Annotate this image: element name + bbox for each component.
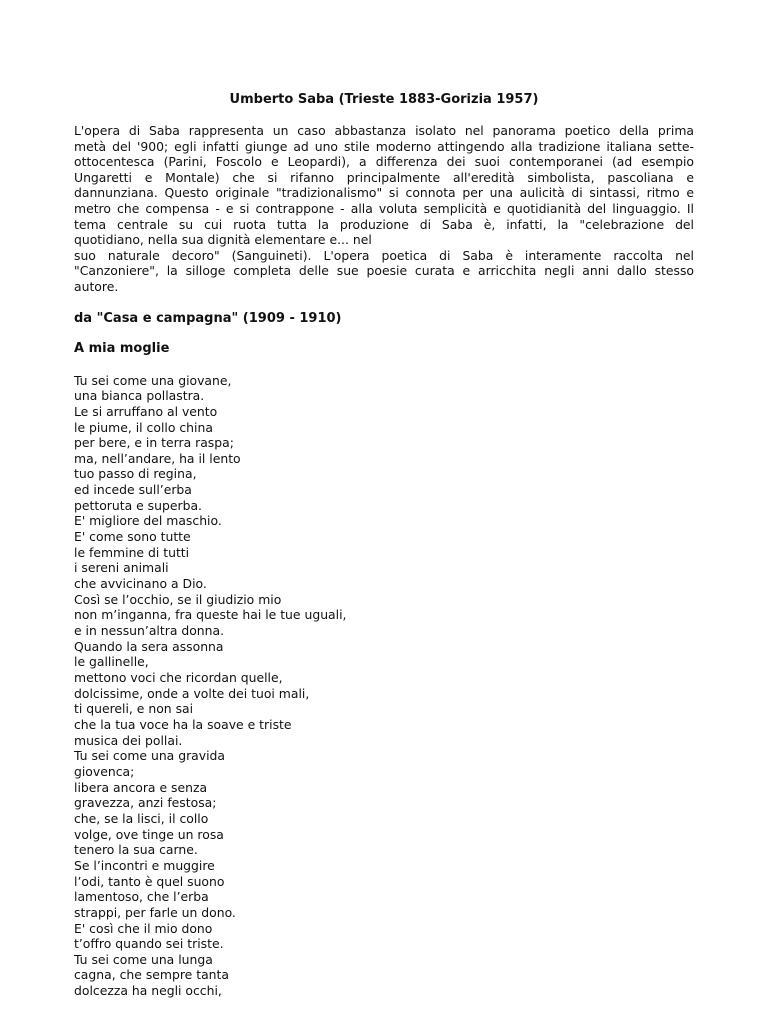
intro-line: metro che compensa - e si contrappone - alla voluta semplicità e quotidianità del linguaggio. Il: [74, 200, 694, 216]
poem-line: ma, nell’andare, ha il lento: [74, 450, 241, 466]
poem-line: i sereni animali: [74, 560, 169, 576]
poem-line: giovenca;: [74, 763, 135, 779]
poem-line: le gallinelle,: [74, 654, 149, 670]
poem-line: libera ancora e senza: [74, 779, 208, 795]
poem-line: dolcissime, onde a volte dei tuoi mali,: [74, 685, 310, 701]
poem-line: pettoruta e superba.: [74, 497, 202, 513]
intro-line: quotidiano, nella sua dignità elementare e... nel: [74, 232, 372, 248]
poem-line: Tu sei come una gravida: [74, 748, 225, 764]
poem-line: per bere, e in terra raspa;: [74, 435, 234, 451]
poem-line: ed incede sull’erba: [74, 482, 192, 498]
poem-line: ti quereli, e non sai: [74, 701, 194, 717]
intro-line: ottocentesca (Parini, Foscolo e Leopardi), a differenza dei suoi contemporanei (ad esempio: [74, 154, 694, 170]
poem-line: Le si arruffano al vento: [74, 403, 218, 419]
poem-line: le piume, il collo china: [74, 419, 213, 435]
intro-line: Ungaretti e Montale) che si rifanno principalmente all'eredità simbolista, pascoliana e: [74, 169, 694, 185]
poem-line: E' migliore del maschio.: [74, 513, 222, 529]
poem-line: Tu sei come una lunga: [74, 951, 213, 967]
poem-line: Quando la sera assonna: [74, 638, 224, 654]
poem-line: l’odi, tanto è quel suono: [74, 873, 225, 889]
poem-line: gravezza, anzi festosa;: [74, 795, 217, 811]
poem-line: Così se l’occhio, se il giudizio mio: [74, 591, 282, 607]
section-heading: da "Casa e campagna" (1909 - 1910): [74, 310, 342, 326]
poem-line: le femmine di tutti: [74, 544, 190, 560]
poem-line: una bianca pollastra.: [74, 388, 205, 404]
poem-line: Tu sei come una giovane,: [74, 372, 232, 388]
document-page: [74, 92, 694, 999]
poem-line: lamentoso, che l’erba: [74, 889, 209, 905]
intro-line: autore.: [74, 278, 119, 294]
poem-line: tuo passo di regina,: [74, 466, 197, 482]
poem-title: A mia moglie: [74, 340, 170, 356]
poem-line: E' come sono tutte: [74, 529, 191, 545]
intro-line: tema centrale su cui ruota tutta la produzione di Saba è, infatti, la "celebrazione del: [74, 216, 694, 232]
poem-line: tenero la sua carne.: [74, 842, 198, 858]
document-title: Umberto Saba (Trieste 1883-Gorizia 1957): [229, 92, 539, 107]
poem-line: cagna, che sempre tanta: [74, 967, 229, 983]
poem-line: che, se la lisci, il collo: [74, 810, 209, 826]
poem-line: che avvicinano a Dio.: [74, 576, 207, 592]
intro-line: dannunziana. Questo originale "tradizionalismo" si connota per una aulicità di sintassi, ritmo e: [74, 185, 694, 201]
poem-line: E' così che il mio dono: [74, 920, 213, 936]
poem-line: che la tua voce ha la soave e triste: [74, 716, 292, 732]
intro-line: suo naturale decoro" (Sanguineti). L'opera poetica di Saba è interamente raccolta nel: [74, 247, 694, 263]
poem-line: e in nessun’altra donna.: [74, 623, 225, 639]
intro-line: L'opera di Saba rappresenta un caso abbastanza isolato nel panorama poetico della prima: [74, 123, 694, 138]
poem-line: strappi, per farle un dono.: [74, 904, 236, 920]
intro-line: "Canzoniere", la silloge completa delle sue poesie curata e arricchita negli anni dallo stesso: [74, 263, 694, 279]
poem-line: volge, ove tinge un rosa: [74, 826, 224, 842]
poem-line: t’offro quando sei triste.: [74, 936, 224, 952]
poem-line: dolcezza ha negli occhi,: [74, 983, 222, 999]
intro-line: metà del '900; egli infatti giunge ad uno stile moderno attingendo alla tradizione italiana sette-: [74, 138, 694, 154]
poem-line: mettono voci che ricordan quelle,: [74, 670, 283, 685]
poem-line: Se l’incontri e muggire: [74, 857, 215, 873]
poem-line: musica dei pollai.: [74, 732, 183, 748]
poem-body: [74, 373, 694, 999]
poem-line: non m’inganna, fra queste hai le tue uguali,: [74, 607, 347, 623]
intro-paragraph: [74, 123, 694, 295]
